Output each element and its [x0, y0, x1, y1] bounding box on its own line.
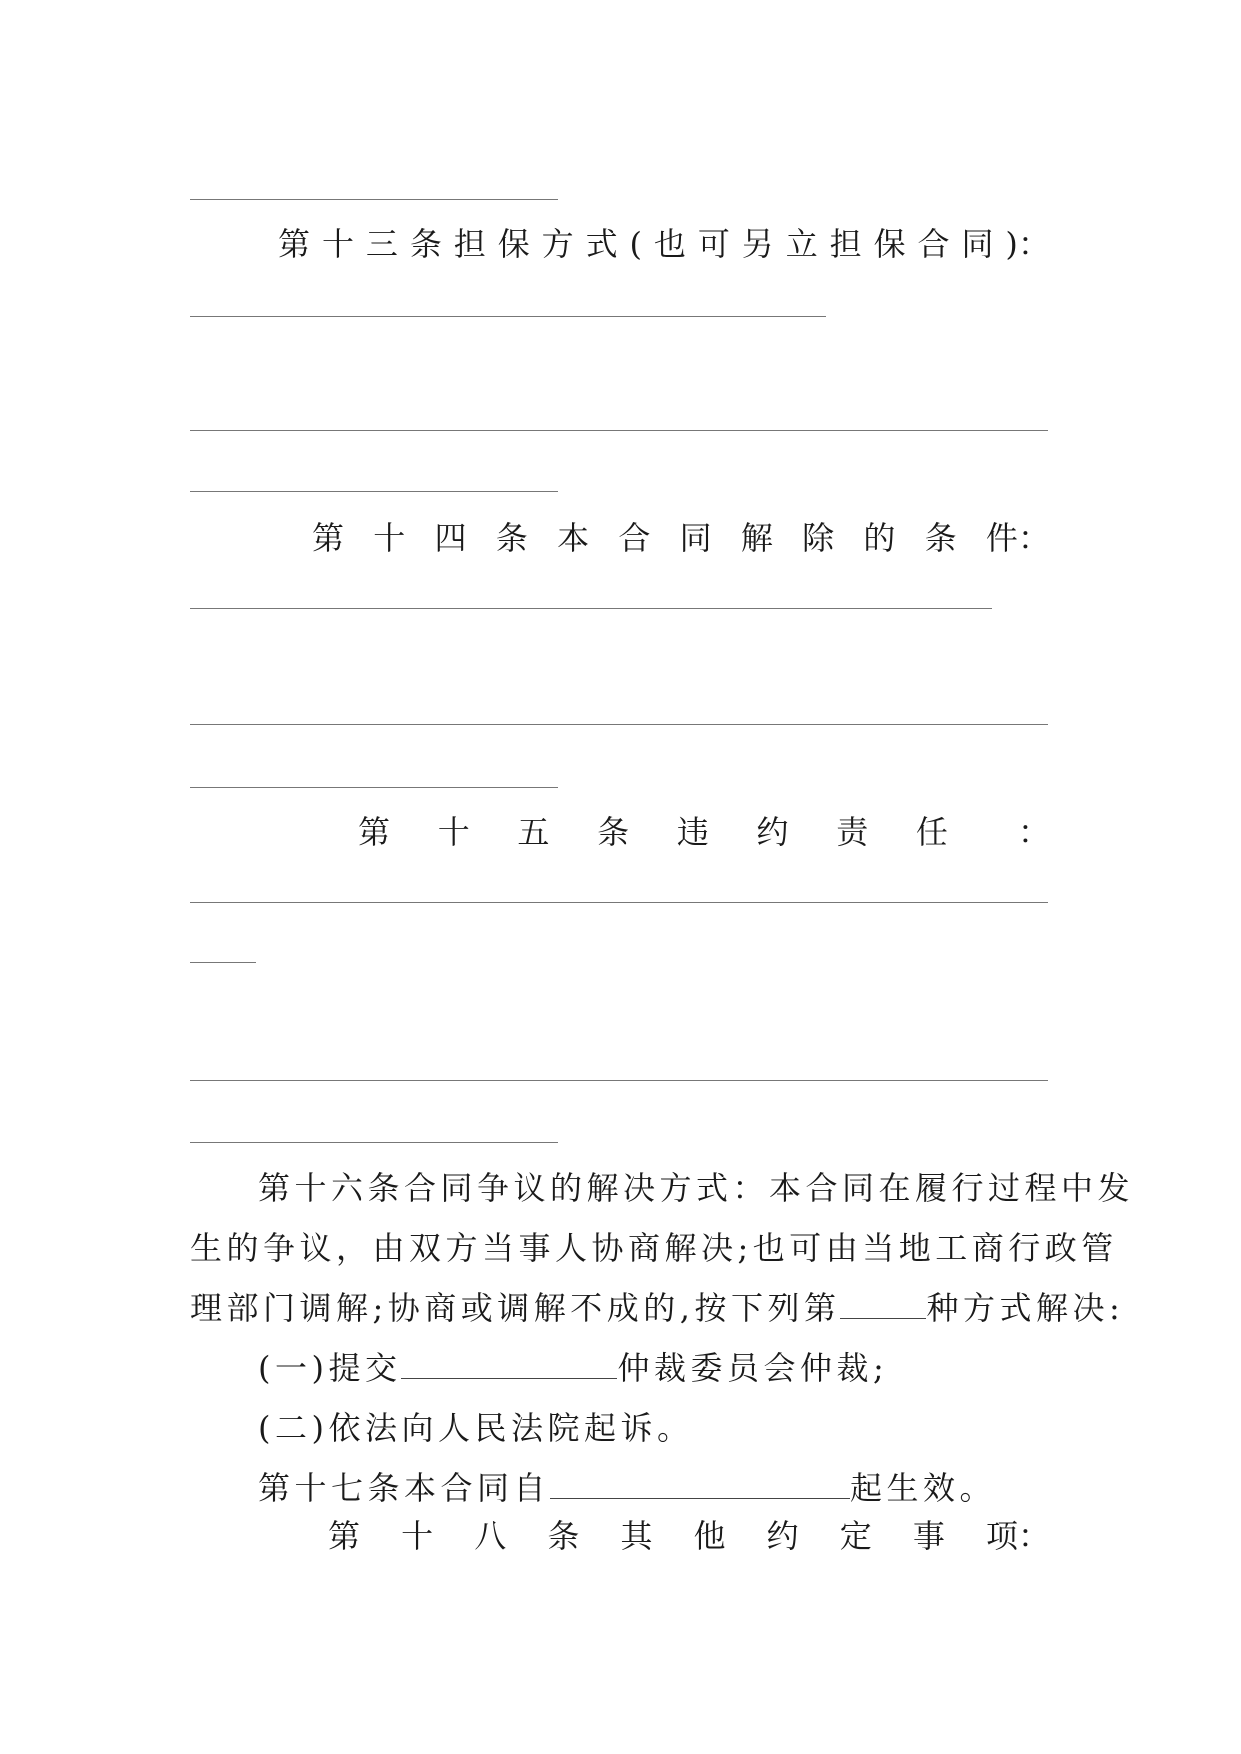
blank-line [190, 491, 558, 492]
blank-line [190, 1142, 558, 1143]
article-17: 第十七条本合同自 起生效。 [258, 1469, 997, 1507]
heading-char: 另 [741, 225, 774, 263]
heading-char: 担 [453, 225, 486, 263]
heading-char: 的 [863, 519, 896, 557]
blank-line [190, 1080, 1048, 1081]
method-number-blank [840, 1288, 926, 1319]
heading-char: 第 [328, 1517, 361, 1555]
article-18-colon: ： [1018, 1517, 1051, 1555]
blank-line [190, 962, 256, 963]
article-14-title [312, 518, 1018, 558]
heading-char: 责 [836, 813, 869, 851]
heading-char: 五 [517, 813, 550, 851]
heading-char: ( [629, 225, 642, 263]
article-15-heading [190, 812, 1050, 852]
arbitration-committee-blank [401, 1348, 617, 1379]
heading-char: 条 [597, 813, 630, 851]
heading-char: 方 [541, 225, 574, 263]
blank-line [190, 199, 558, 200]
heading-char: 约 [766, 1517, 799, 1555]
heading-char: 第 [358, 813, 391, 851]
blank-line [190, 724, 1048, 725]
heading-char: 他 [693, 1517, 726, 1555]
heading-char: 保 [497, 225, 530, 263]
heading-char: 合 [618, 519, 651, 557]
heading-char: 项 [985, 1517, 1018, 1555]
blank-line [190, 430, 1048, 431]
heading-char: 立 [785, 225, 818, 263]
heading-char: 其 [620, 1517, 653, 1555]
heading-char: 三 [365, 225, 398, 263]
heading-char: 第 [312, 519, 345, 557]
heading-char: 任 [915, 813, 948, 851]
article-15-colon: ： [1018, 813, 1051, 851]
heading-char: 式 [585, 225, 618, 263]
heading-char: 条 [547, 1517, 580, 1555]
article-13-title [278, 224, 1018, 264]
heading-char: 八 [474, 1517, 507, 1555]
heading-char: 事 [912, 1517, 945, 1555]
article-15-title [358, 812, 1018, 852]
effective-date-blank [550, 1468, 850, 1499]
heading-char: 件 [985, 519, 1018, 557]
heading-char: 定 [839, 1517, 872, 1555]
blank-line [190, 787, 558, 788]
heading-char: 条 [495, 519, 528, 557]
article-16-line-3: 理部门调解;协商或调解不成的,按下列第 种方式解决: [190, 1289, 1125, 1327]
article-13-colon: ： [1018, 225, 1051, 263]
heading-char: 十 [373, 519, 406, 557]
article-16-option-1: (一)提交 仲裁委员会仲裁; [258, 1349, 889, 1387]
heading-char: 十 [437, 813, 470, 851]
heading-char: 本 [557, 519, 590, 557]
heading-char: 担 [829, 225, 862, 263]
blank-line [190, 608, 992, 609]
article-16-line-2: 生的争议，由双方当事人协商解决;也可由当地工商行政管 [190, 1229, 1118, 1267]
article-14-heading [190, 518, 1050, 558]
article-13-heading [190, 224, 1050, 264]
heading-char: 保 [873, 225, 906, 263]
article-16-line-1: 第十六条合同争议的解决方式：本合同在履行过程中发 [258, 1169, 1135, 1207]
article-18-title [328, 1516, 1018, 1556]
heading-char: 十 [401, 1517, 434, 1555]
article-18-heading [190, 1516, 1050, 1556]
heading-char: 条 [924, 519, 957, 557]
heading-char: 约 [756, 813, 789, 851]
blank-line [190, 316, 826, 317]
heading-char: 第 [278, 225, 311, 263]
heading-char: 条 [409, 225, 442, 263]
blank-line [190, 902, 1048, 903]
heading-char: 十 [321, 225, 354, 263]
heading-char: 违 [676, 813, 709, 851]
heading-char: 也 [653, 225, 686, 263]
heading-char: 可 [697, 225, 730, 263]
heading-char: 同 [961, 225, 994, 263]
heading-char: 同 [679, 519, 712, 557]
article-16-option-2: (二)依法向人民法院起诉。 [258, 1409, 694, 1447]
heading-char: ) [1005, 225, 1018, 263]
article-14-colon: ： [1018, 519, 1051, 557]
heading-char: 四 [434, 519, 467, 557]
heading-char: 合 [917, 225, 950, 263]
heading-char: 解 [740, 519, 773, 557]
heading-char: 除 [802, 519, 835, 557]
